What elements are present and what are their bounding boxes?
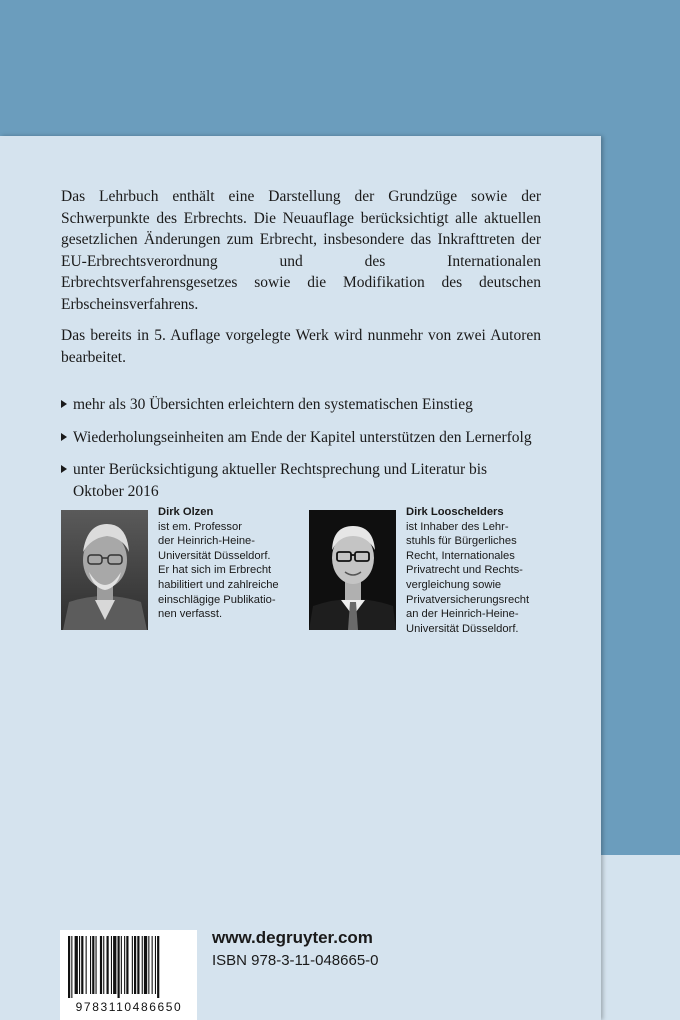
barcode-bar <box>90 936 91 994</box>
barcode-bar <box>144 936 147 994</box>
author-bio <box>406 505 529 636</box>
author-description: ist Inhaber des Lehr- stuhls für Bürgerliches Recht, Internationales Privatrecht und Rechts- vergleichung sowie Privatversicherungsrecht an der Heinrich-Heine- Universität Düsseldorf. <box>406 520 530 635</box>
barcode-bar <box>71 936 72 998</box>
feature-item <box>61 427 541 449</box>
barcode-bar <box>157 936 159 998</box>
barcode-bars <box>66 936 192 998</box>
author-name: Dirk Looschelders <box>406 506 504 518</box>
barcode-bar <box>126 936 128 994</box>
triangle-bullet-icon <box>61 465 67 473</box>
triangle-bullet-icon <box>61 400 67 408</box>
feature-text: Wiederholungseinheiten am Ende der Kapitel unterstützen den Lernerfolg <box>73 428 532 446</box>
feature-item <box>61 459 541 502</box>
barcode-bar <box>155 936 156 994</box>
barcode-bar <box>75 936 78 994</box>
author-bio <box>158 505 279 630</box>
blurb-paragraph: Das Lehrbuch enthält eine Darstellung der Grundzüge sowie der Schwerpunkte des Erbrechts. Die Neuauflage berücksichtigt alle aktuellen gesetzlichen Änderungen zum Erbrecht, insbesondere das Inkrafttreten der EU-Erbrechtsverordnung und des Internationalen Erbrechtsverfahrensgesetzes sowie die Modifikation des deutschen Erbscheinsverfahrens. <box>61 188 541 313</box>
barcode-bar <box>124 936 125 994</box>
barcode-digits: 9783110486650 <box>75 1000 183 1014</box>
barcode-bar <box>107 936 109 994</box>
barcode-bar <box>132 936 133 994</box>
author-photo <box>61 510 148 630</box>
isbn-barcode <box>60 930 197 1020</box>
barcode-bar <box>118 936 120 998</box>
barcode-bar <box>142 936 143 994</box>
blurb-paragraph: Das bereits in 5. Auflage vorgelegte Werk wird nunmehr von zwei Autoren bearbeitet. <box>61 327 541 366</box>
feature-text: mehr als 30 Übersichten erleichtern den systematischen Einstieg <box>73 396 473 413</box>
author-description: ist em. Professor der Heinrich-Heine- Universität Düsseldorf. Er hat sich im Erbrecht habilitiert und zahlreiche einschlägige Publikatio- nen verfasst. <box>158 520 279 621</box>
barcode-bar <box>152 936 153 994</box>
blurb <box>61 186 541 513</box>
barcode-bar <box>103 936 104 994</box>
barcode-bar <box>137 936 139 994</box>
barcode-bar <box>148 936 149 994</box>
author-name: Dirk Olzen <box>158 506 214 518</box>
feature-item <box>61 394 541 416</box>
barcode-bar <box>100 936 102 994</box>
author-photo <box>309 510 396 630</box>
publisher-url[interactable]: www.degruyter.com <box>212 928 373 947</box>
triangle-bullet-icon <box>61 433 67 441</box>
barcode-bar <box>113 936 116 994</box>
barcode-bar <box>81 936 83 994</box>
author-olzen <box>61 506 279 630</box>
barcode-bar <box>68 936 70 998</box>
barcode-bar <box>111 936 112 994</box>
barcode-bar <box>121 936 122 994</box>
barcode-bar <box>134 936 136 994</box>
isbn-number: ISBN 978-3-11-048665-0 <box>212 952 379 969</box>
feature-text: unter Berücksichtigung aktueller Rechtsprechung und Literatur bis Oktober 2016 <box>73 461 488 500</box>
barcode-bar <box>79 936 80 994</box>
author-looschelders <box>309 506 530 636</box>
barcode-bar <box>92 936 94 994</box>
barcode-bar <box>96 936 97 994</box>
publisher-info <box>212 928 379 969</box>
barcode-bar <box>86 936 87 994</box>
feature-list <box>61 394 541 502</box>
